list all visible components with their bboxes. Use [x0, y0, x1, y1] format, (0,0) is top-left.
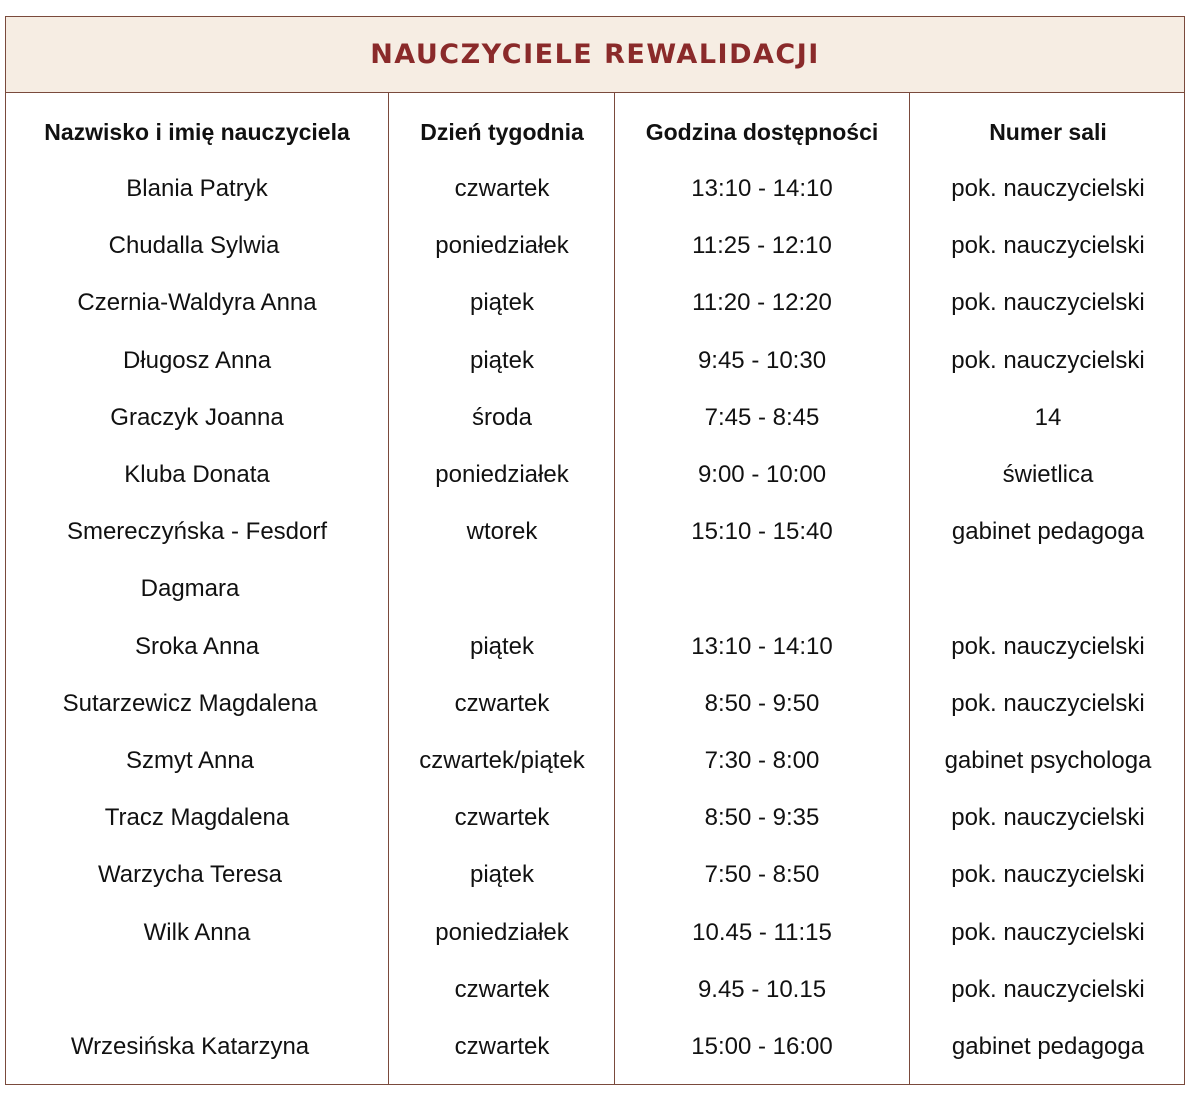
table-cell-room: świetlica [1002, 461, 1094, 488]
table-cell-time: 7:30 - 8:00 [704, 747, 820, 774]
column-divider [909, 93, 910, 1084]
table-cell-name: Szmyt Anna [125, 747, 255, 774]
table-cell-day: piątek [469, 861, 535, 888]
table-cell-time: 15:00 - 16:00 [691, 1033, 833, 1060]
table-cell-room [913, 569, 1183, 609]
table-cell-day: poniedziałek [435, 461, 569, 488]
table-cell-name [12, 970, 382, 1010]
table-cell-time: 9.45 - 10.15 [697, 976, 827, 1003]
table-cell-name: Długosz Anna [122, 347, 272, 374]
table-cell-day: środa [471, 404, 533, 431]
header-col-time: Godzina dostępności [645, 119, 879, 145]
table-cell-day: piątek [469, 347, 535, 374]
table-cell-day: czwartek [454, 1033, 550, 1060]
table-cell-time: 8:50 - 9:35 [704, 804, 820, 831]
table-cell-day: piątek [469, 633, 535, 660]
table-cell-time: 11:25 - 12:10 [692, 232, 832, 259]
table-cell-day: piątek [469, 289, 535, 316]
table-cell-day: czwartek [454, 690, 550, 717]
table-cell-name: Smereczyńska - Fesdorf [66, 518, 328, 545]
table-cell-name: Graczyk Joanna [110, 404, 284, 431]
table-cell-day: czwartek/piątek [419, 747, 585, 774]
table-cell-day: wtorek [466, 518, 538, 545]
column-divider [388, 93, 389, 1084]
table-cell-time [617, 569, 907, 609]
table-cell-name: Tracz Magdalena [104, 804, 290, 831]
table-cell-day: czwartek [454, 804, 550, 831]
table-cell-time: 13:10 - 14:10 [691, 175, 833, 202]
table-cell-time: 11:20 - 12:20 [692, 289, 832, 316]
table-cell-room: pok. nauczycielski [951, 919, 1145, 946]
table-cell-name: Wilk Anna [143, 919, 251, 946]
header-col-day: Dzień tygodnia [420, 119, 584, 145]
table-cell-room: pok. nauczycielski [951, 175, 1145, 202]
table-cell-time: 10.45 - 11:15 [692, 919, 832, 946]
table-cell-day: czwartek [454, 976, 550, 1003]
table-cell-name: Sroka Anna [134, 633, 260, 660]
table-cell-room: gabinet pedagoga [951, 1033, 1145, 1060]
table-cell-name: Czernia-Waldyra Anna [77, 289, 317, 316]
table-cell-day: poniedziałek [435, 919, 569, 946]
table-cell-time: 7:50 - 8:50 [704, 861, 820, 888]
table-cell-room: pok. nauczycielski [951, 232, 1145, 259]
table-cell-room: pok. nauczycielski [951, 633, 1145, 660]
table-cell-day [392, 569, 612, 609]
table-cell-name: Warzycha Teresa [97, 861, 283, 888]
header-col-room: Numer sali [989, 119, 1107, 145]
table-cell-name: Kluba Donata [124, 461, 270, 488]
header-col-name: Nazwisko i imię nauczyciela [44, 119, 350, 145]
table-cell-time: 13:10 - 14:10 [691, 633, 833, 660]
title-bar [6, 17, 1184, 93]
table-cell-room: pok. nauczycielski [951, 690, 1145, 717]
table-cell-name: Dagmara [140, 575, 240, 602]
table-cell-room: gabinet pedagoga [951, 518, 1145, 545]
table-cell-day: poniedziałek [435, 232, 569, 259]
table-cell-time: 15:10 - 15:40 [691, 518, 833, 545]
table-cell-time: 9:00 - 10:00 [697, 461, 827, 488]
table-cell-room: pok. nauczycielski [951, 289, 1145, 316]
table-cell-name: Wrzesińska Katarzyna [70, 1033, 310, 1060]
table-cell-time: 9:45 - 10:30 [697, 347, 827, 374]
table-cell-name: Sutarzewicz Magdalena [62, 690, 318, 717]
table-cell-time: 8:50 - 9:50 [704, 690, 820, 717]
table-cell-room: pok. nauczycielski [951, 347, 1145, 374]
table-cell-time: 7:45 - 8:45 [704, 404, 820, 431]
table-cell-name: Blania Patryk [126, 175, 268, 202]
table-cell-room: pok. nauczycielski [951, 804, 1145, 831]
table-cell-room: 14 [1034, 404, 1062, 431]
table-cell-name: Chudalla Sylwia [108, 232, 280, 259]
table-cell-day: czwartek [454, 175, 550, 202]
table-cell-room: gabinet psychologa [944, 747, 1152, 774]
table-cell-room: pok. nauczycielski [951, 976, 1145, 1003]
page-title: NAUCZYCIELE REWALIDACJI [370, 39, 820, 70]
column-divider [614, 93, 615, 1084]
table-cell-room: pok. nauczycielski [951, 861, 1145, 888]
